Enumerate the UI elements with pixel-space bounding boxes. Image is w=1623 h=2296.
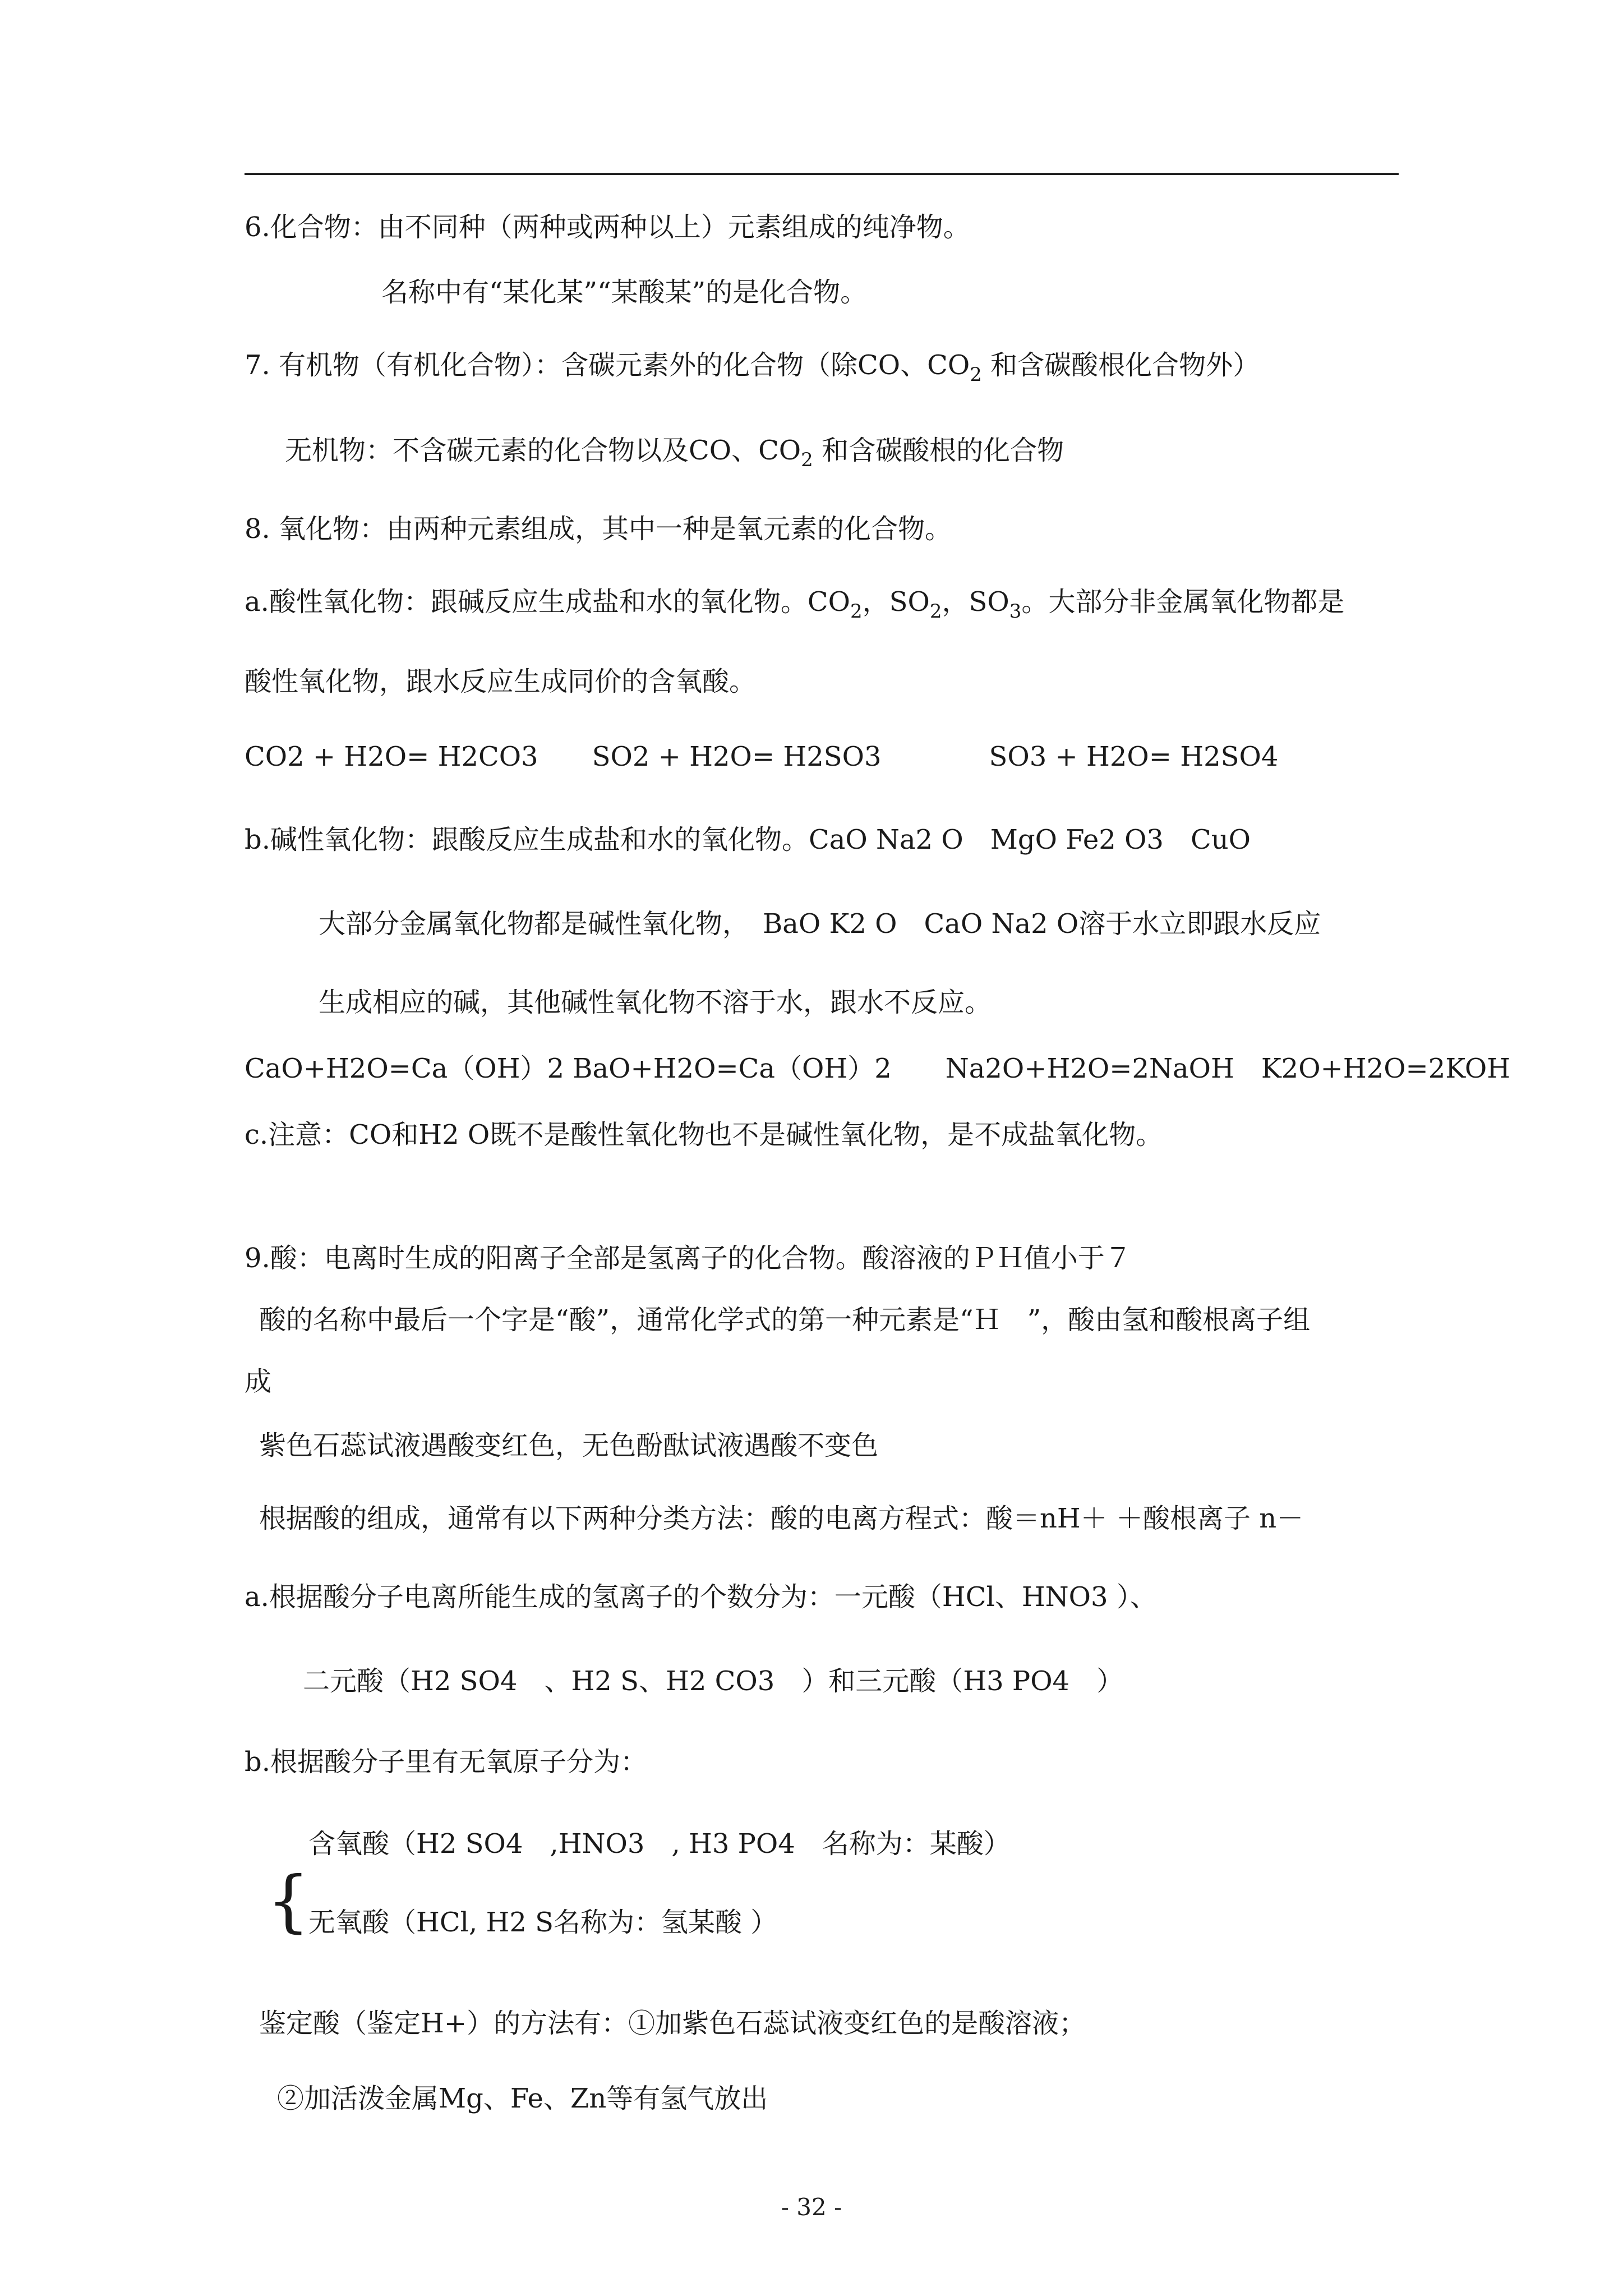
line-oxyacid: 含氧酸（H2 SO4 ,HNO3 , H3 PO4 名称为：某酸） <box>308 1828 1011 1860</box>
line-acid-classification: 根据酸的组成，通常有以下两种分类方法：酸的电离方程式：酸＝nH＋ ＋酸根离子 n－ <box>259 1503 1304 1534</box>
line-acid-identification-cont: ②加活泼金属Mg、Fe、Zn等有氢气放出 <box>277 2083 768 2114</box>
line-inorganic-part2: 和含碳酸根的化合物 <box>813 435 1064 466</box>
line-inorganic-definition <box>285 433 1064 477</box>
brace-icon: { <box>267 1862 310 1940</box>
acidic-oxide-s3: 3 <box>1009 600 1022 623</box>
line-organic-sub: 2 <box>970 364 982 386</box>
header-rule <box>245 173 1399 175</box>
line-note: c.注意：CO和H2 O既不是酸性氧化物也不是碱性氧化物，是不成盐氧化物。 <box>245 1119 1163 1151</box>
line-inorganic-sub: 2 <box>801 449 813 471</box>
line-hydracid: 无氧酸（HCl, H2 S名称为：氢某酸 ） <box>308 1907 778 1938</box>
page-number: - 32 - <box>781 2193 842 2221</box>
line-basic-oxide-metal: 大部分金属氧化物都是碱性氧化物， BaO K2 O CaO Na2 O溶于水立即跟水反应 <box>319 908 1321 940</box>
line-acid-basicity-cont: 二元酸（H2 SO4 、H2 S、H2 CO3 ）和三元酸（H3 PO4 ） <box>303 1665 1124 1697</box>
acidic-oxide-p1: a.酸性氧化物：跟碱反应生成盐和水的氧化物。CO <box>245 586 850 618</box>
line-acid-oxide-equations: CO2 + H2O= H2CO3 SO2 + H2O= H2SO3 SO3 + H2O= H2SO4 <box>245 741 1279 772</box>
line-acidic-oxide <box>245 585 1344 629</box>
line-acid-basicity: a.根据酸分子电离所能生成的氢离子的个数分为：一元酸（HCl、HNO3 ）、 <box>245 1581 1157 1613</box>
acidic-oxide-p3: ，SO <box>942 586 1009 618</box>
line-acid-definition: 9.酸：电离时生成的阳离子全部是氢离子的化合物。酸溶液的ＰＨ值小于７ <box>245 1243 1132 1274</box>
line-basic-oxide-equations: CaO+H2O=Ca（OH）2 BaO+H2O=Ca（OH）2 Na2O+H2O=2NaOH K2O+H2O=2KOH <box>245 1053 1511 1084</box>
line-acid-naming: 酸的名称中最后一个字是“酸”，通常化学式的第一种元素是“Ｈ ”，酸由氢和酸根离子组 <box>259 1304 1311 1336</box>
line-organic-part2: 和含碳酸根化合物外） <box>981 349 1260 381</box>
line-basic-oxide: b.碱性氧化物：跟酸反应生成盐和水的氧化物。CaO Na2 O MgO Fe2 O3 CuO <box>245 824 1251 855</box>
line-acid-oxygen: b.根据酸分子里有无氧原子分为： <box>245 1746 647 1778</box>
line-compound-definition: 6.化合物：由不同种（两种或两种以上）元素组成的纯净物。 <box>245 211 970 243</box>
acidic-oxide-p4: 。大部分非金属氧化物都是 <box>1021 586 1345 618</box>
acidic-oxide-s1: 2 <box>850 600 863 623</box>
line-organic-definition <box>245 348 1260 392</box>
line-acidic-oxide-cont: 酸性氧化物，跟水反应生成同价的含氧酸。 <box>245 666 757 697</box>
line-organic-part1: 7. 有机物（有机化合物）：含碳元素外的化合物（除CO、CO <box>245 349 970 381</box>
acidic-oxide-p2: ，SO <box>862 586 930 618</box>
line-acid-identification: 鉴定酸（鉴定H+）的方法有：①加紫色石蕊试液变红色的是酸溶液； <box>259 2008 1086 2039</box>
line-compound-naming: 名称中有“某化某”“某酸某”的是化合物。 <box>381 277 868 308</box>
line-acid-indicator: 紫色石蕊试液遇酸变红色，无色酚酞试液遇酸不变色 <box>259 1430 879 1461</box>
acidic-oxide-s2: 2 <box>929 600 942 623</box>
line-oxide-definition: 8. 氧化物：由两种元素组成，其中一种是氧元素的化合物。 <box>245 513 952 545</box>
line-inorganic-part1: 无机物：不含碳元素的化合物以及CO、CO <box>285 435 801 466</box>
line-acid-naming-cont: 成 <box>245 1366 272 1397</box>
line-basic-oxide-cont: 生成相应的碱，其他碱性氧化物不溶于水，跟水不反应。 <box>319 987 992 1018</box>
